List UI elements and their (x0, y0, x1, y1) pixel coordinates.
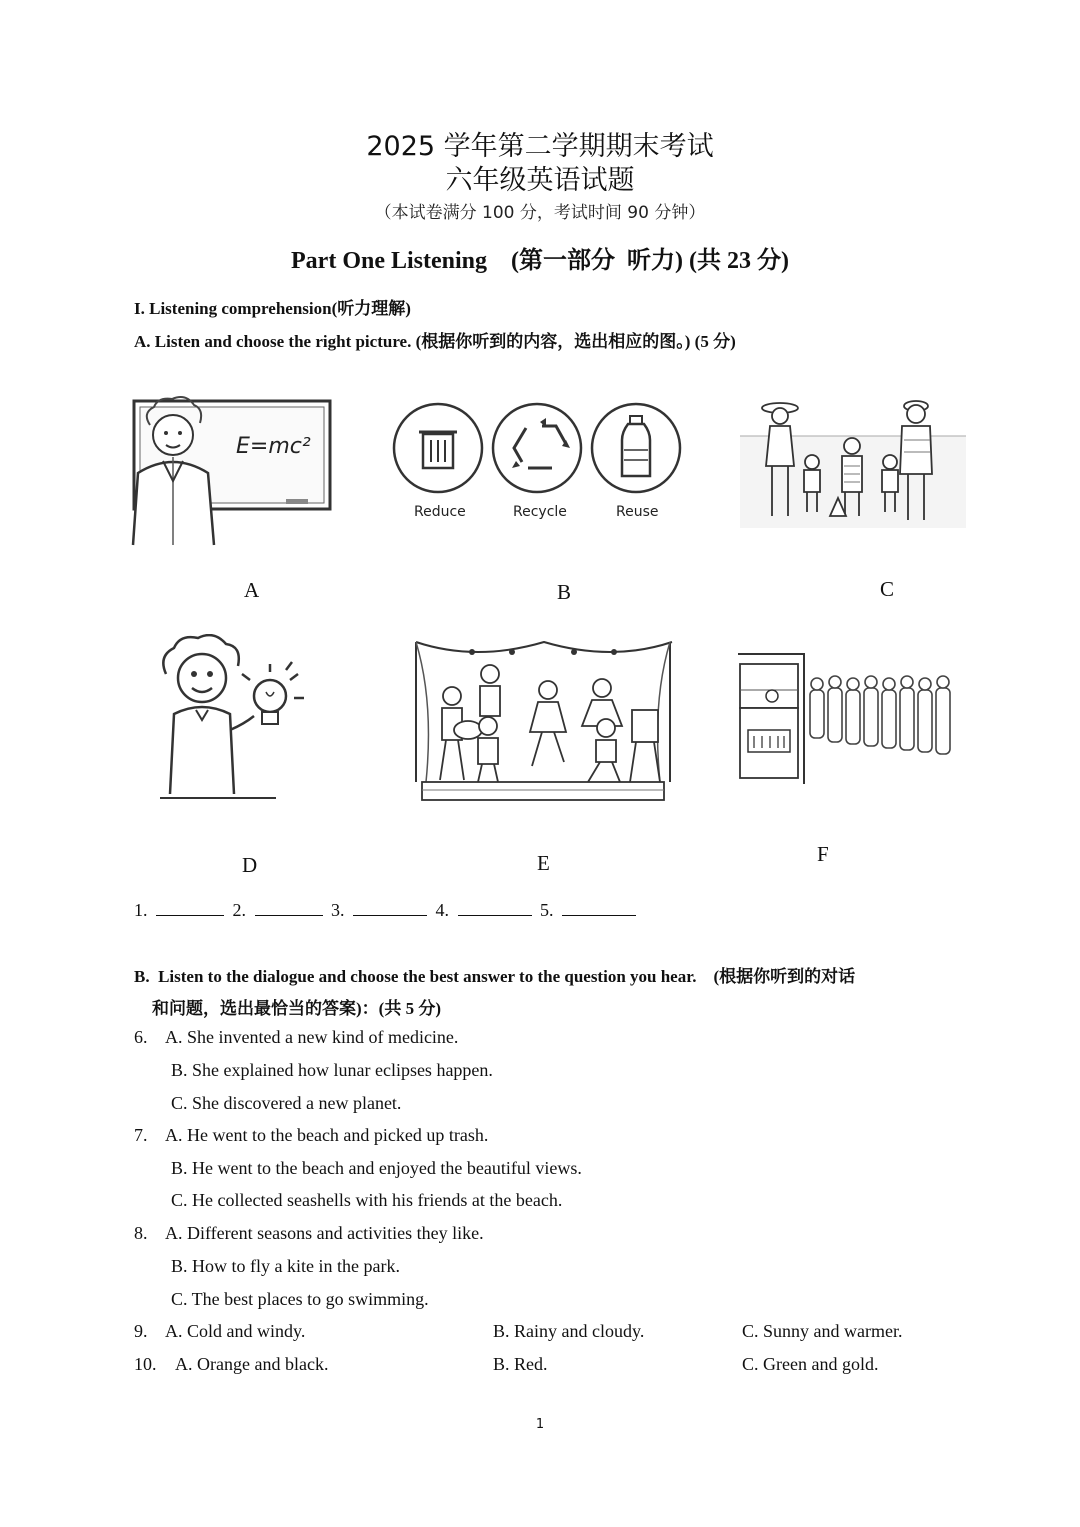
picture-c-beach-family (740, 396, 966, 528)
question-6-number: 6. (134, 1027, 148, 1047)
section-a-heading: A. Listen and choose the right picture. (根据你听到的内容，选出相应的图。) (5 分) (134, 332, 736, 351)
question-8-number: 8. (134, 1223, 148, 1243)
section-b-heading: B. Listen to the dialogue and choose the best answer to the question you hear. (根据你听到的对话 (134, 967, 856, 986)
picture-c-label: C (880, 577, 895, 601)
blank-1-number: 1. (134, 900, 148, 920)
blank-5-number: 5. (540, 900, 554, 920)
caption-recycle: Recycle (513, 504, 567, 520)
picture-f-queue-line (736, 644, 956, 794)
question-6-option-b: B. She explained how lunar eclipses happen. (171, 1060, 493, 1080)
question-9-option-c: C. Sunny and warmer. (742, 1321, 903, 1341)
page-number: 1 (535, 1417, 545, 1432)
question-7-option-a: A. He went to the beach and picked up trash. (165, 1125, 489, 1145)
question-8-option-a: A. Different seasons and activities they like. (165, 1223, 484, 1243)
answer-blanks-row (134, 900, 640, 921)
picture-d-scientist-lightbulb (156, 634, 316, 804)
picture-f-label: F (817, 842, 829, 866)
blank-4[interactable] (458, 901, 532, 916)
picture-a-scientist-blackboard (128, 395, 334, 547)
picture-a-label: A (244, 578, 260, 602)
question-7-option-b: B. He went to the beach and enjoyed the beautiful views. (171, 1158, 582, 1178)
caption-reuse: Reuse (616, 504, 659, 520)
part-title: Part One Listening (第一部分 听力) (共 23 分) (291, 248, 789, 274)
question-10-number: 10. (134, 1354, 157, 1374)
picture-e-label: E (537, 851, 550, 875)
blank-2[interactable] (255, 901, 323, 916)
picture-d-label: D (242, 853, 258, 877)
exam-note: （本试卷满分 100 分，考试时间 90 分钟） (374, 203, 706, 223)
blank-2-number: 2. (232, 900, 246, 920)
question-8-option-b: B. How to fly a kite in the park. (171, 1256, 400, 1276)
section-b-heading-cont: 和问题，选出最恰当的答案)：(共 5 分) (152, 999, 441, 1018)
caption-reduce: Reduce (414, 504, 466, 520)
question-10-option-a: A. Orange and black. (175, 1354, 329, 1374)
question-10-option-b: B. Red. (493, 1354, 548, 1374)
question-8-option-c: C. The best places to go swimming. (171, 1289, 429, 1309)
question-6-option-a: A. She invented a new kind of medicine. (165, 1027, 459, 1047)
picture-b-label: B (557, 580, 572, 604)
blank-3-number: 3. (331, 900, 345, 920)
question-9-option-b: B. Rainy and cloudy. (493, 1321, 645, 1341)
exam-subject: 六年级英语试题 (445, 165, 635, 196)
question-9-number: 9. (134, 1321, 148, 1341)
exam-title: 2025 学年第二学期期末考试 (366, 131, 714, 162)
question-7-number: 7. (134, 1125, 148, 1145)
picture-b-recycling-icons (392, 402, 684, 524)
board-text: E=mc² (236, 434, 311, 459)
blank-3[interactable] (353, 901, 427, 916)
blank-4-number: 4. (435, 900, 449, 920)
question-10-option-c: C. Green and gold. (742, 1354, 879, 1374)
picture-e-stage-performance (412, 638, 674, 806)
blank-1[interactable] (156, 901, 224, 916)
question-7-option-c: C. He collected seashells with his friends at the beach. (171, 1190, 563, 1210)
blank-5[interactable] (562, 901, 636, 916)
section-i-heading: I. Listening comprehension(听力理解) (134, 299, 411, 318)
question-9-option-a: A. Cold and windy. (165, 1321, 306, 1341)
question-6-option-c: C. She discovered a new planet. (171, 1093, 402, 1113)
